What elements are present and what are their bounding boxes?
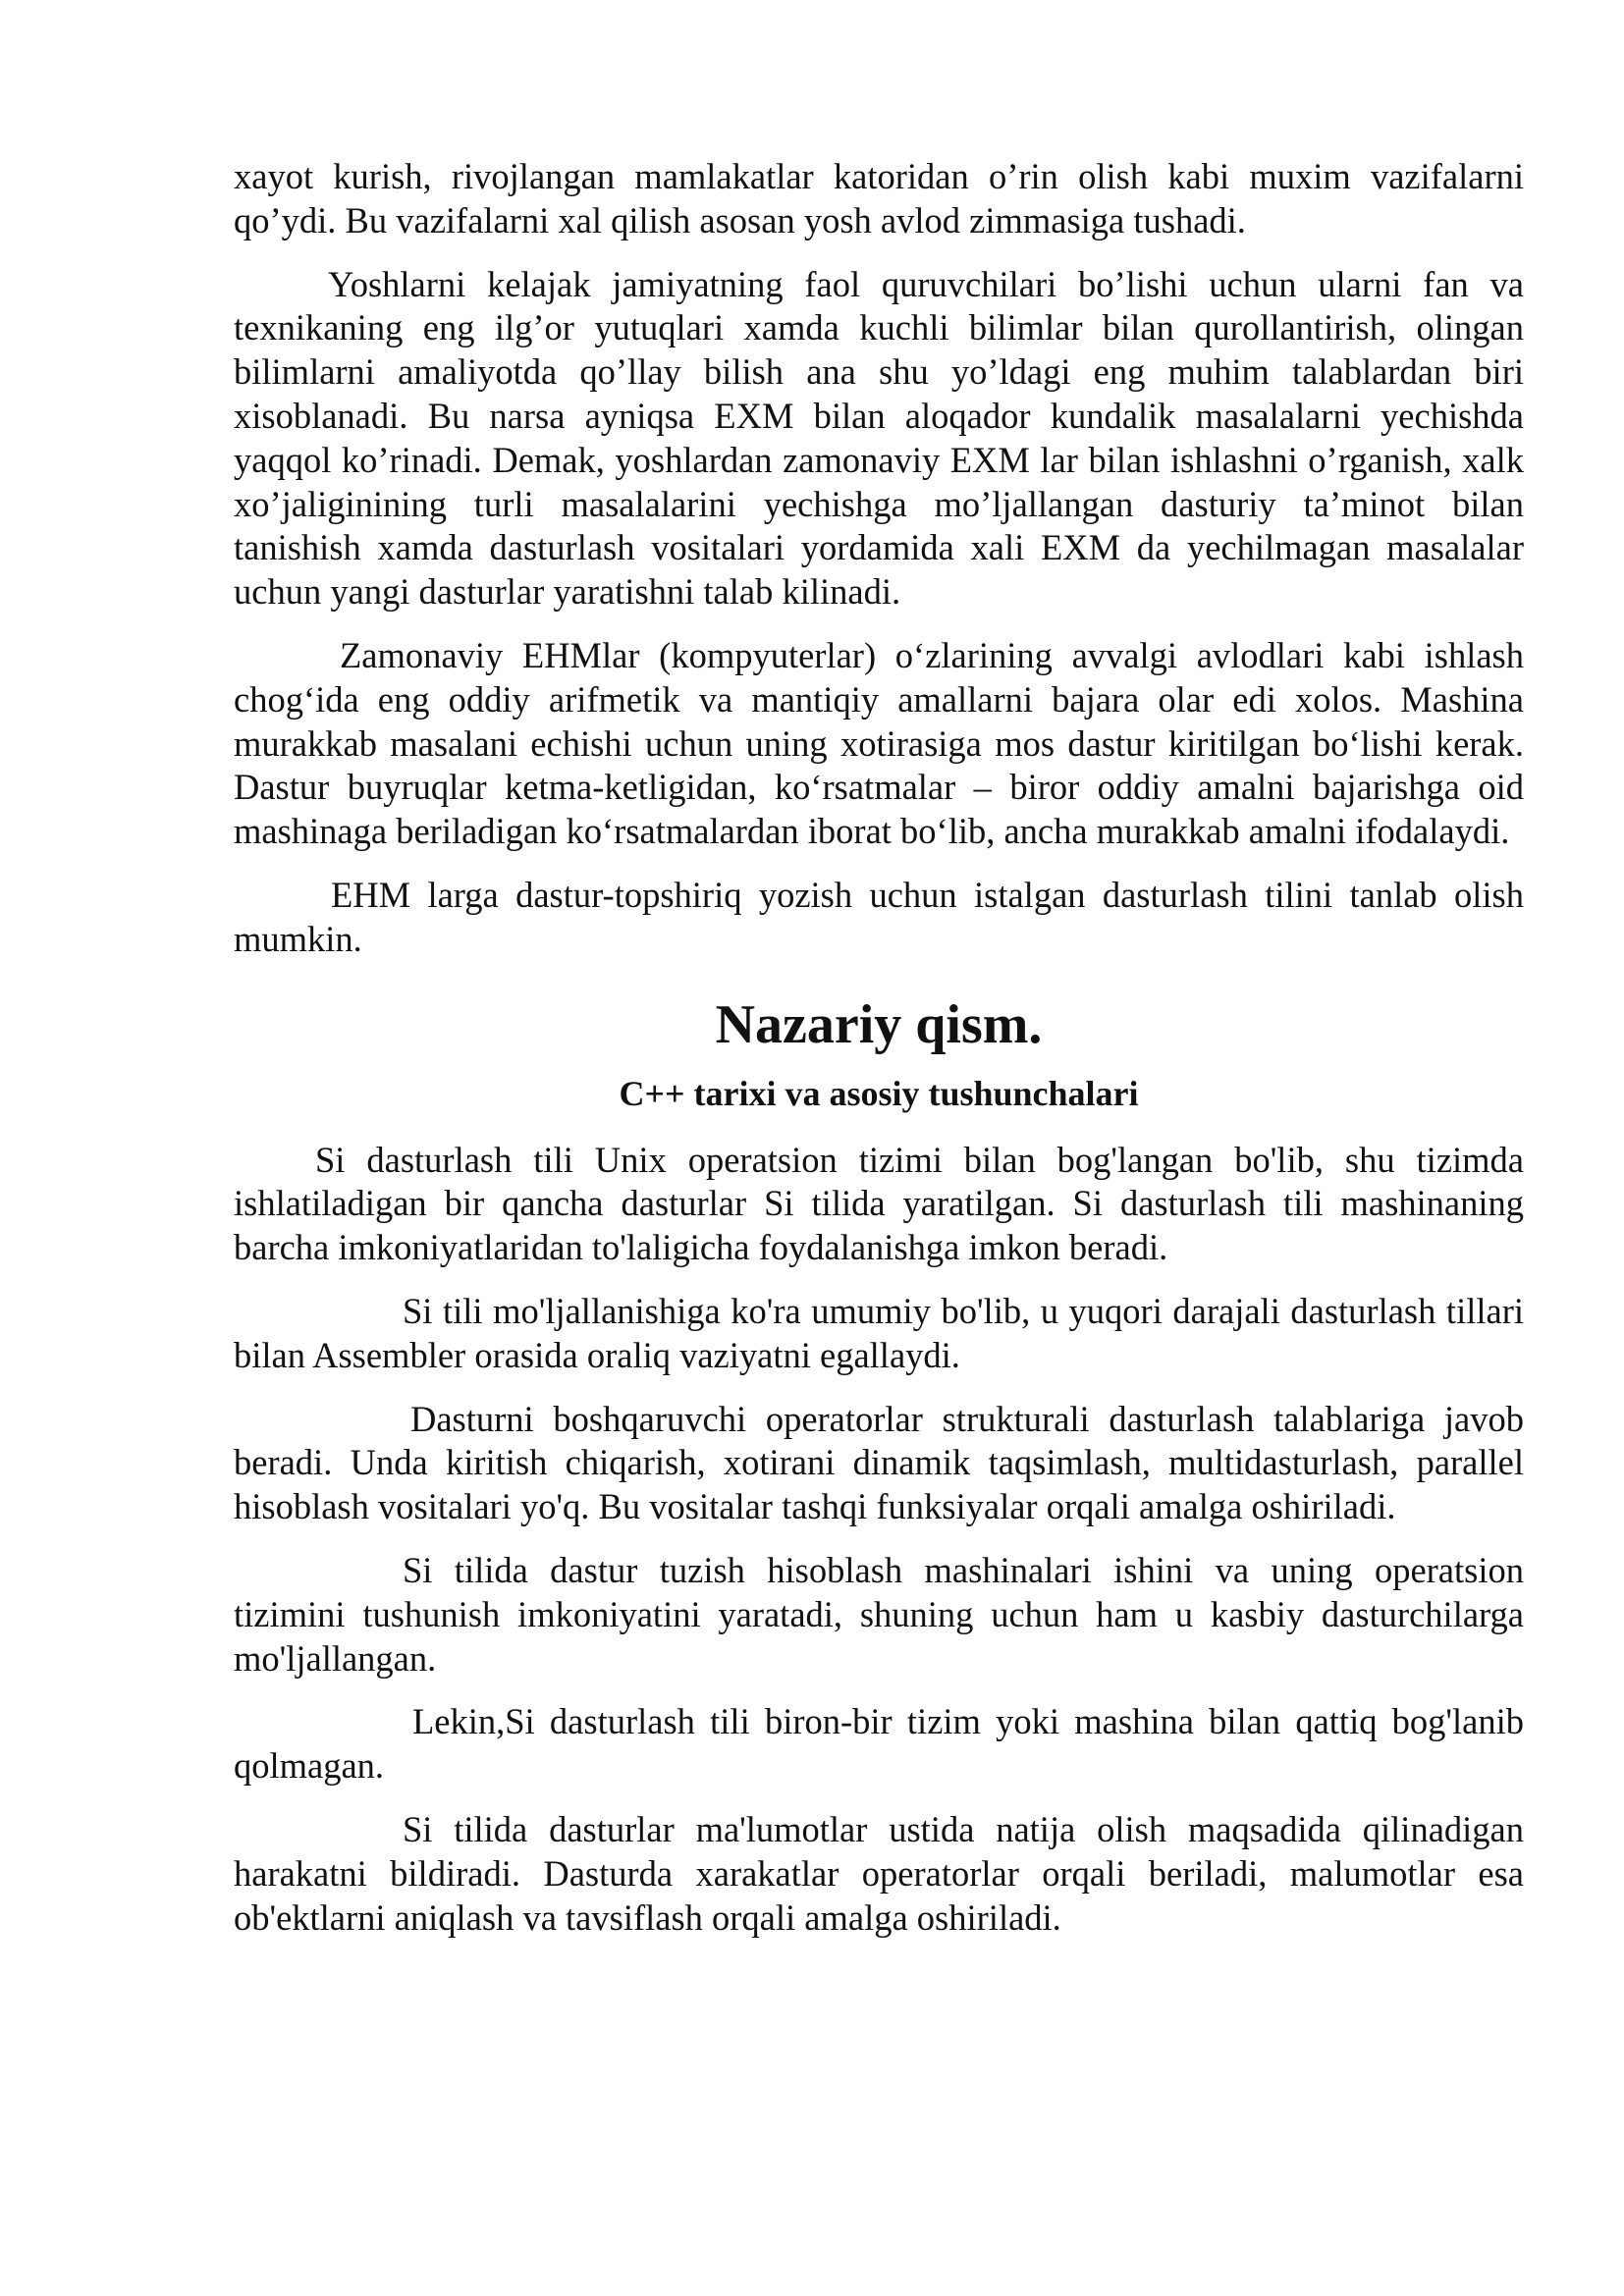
paragraph-intro-3: Zamonaviy EHMlar (kompyuterlar) o‘zlarining avvalgi avlodlari kabi ishlash chog‘ida eng oddiy arifmetik va mantiqiy amallarni bajara olar edi xolos. Mashina murakkab masalani echishi uchun uning xotirasiga mos dastur kiritilgan bo‘lishi kerak. Dastur buyruqlar ketma-ketligidan, ko‘rsatmalar – biror oddiy amalni bajarishga oid mashinaga beriladigan ko‘rsatmalardan iborat bo‘lib, ancha murakkab amalni ifodalaydi.: [234, 634, 1524, 852]
paragraph-intro-4: EHM larga dastur-topshiriq yozish uchun istalgan dasturlash tilini tanlab olish mumkin.: [234, 874, 1524, 959]
section-title: Nazariy qism.: [715, 993, 1043, 1055]
paragraph-intro-1: xayot kurish, rivojlangan mamlakatlar katoridan o’rin olish kabi muxim vazifalarni qo’ydi. Bu vazifalarni xal qilish asosan yosh avlod zimmasiga tushadi.: [234, 156, 1524, 240]
document-page: [234, 155, 1524, 1959]
paragraph-section-6: Si tilida dasturlar ma'lumotlar ustida natija olish maqsadida qilinadigan harakatni bildiradi. Dasturda xarakatlar operatorlar orqali beriladi, malumotlar esa ob'ektlarni aniqlash va tavsiflash orqali amalga oshiriladi.: [234, 1808, 1524, 1938]
paragraph-section-3: Dasturni boshqaruvchi operatorlar strukturali dasturlash talablariga javob beradi. Unda kiritish chiqarish, xotirani dinamik taqsimlash, multidasturlash, parallel hisoblash vositalari yo'q. Bu vositalar tashqi funksiyalar orqali amalga oshiriladi.: [234, 1398, 1524, 1527]
paragraph-section-2: Si tili mo'ljallanishiga ko'ra umumiy bo'lib, u yuqori darajali dasturlash tillari bilan Assembler orasida oraliq vaziyatni egallaydi.: [234, 1290, 1524, 1375]
paragraph-intro-2: Yoshlarni kelajak jamiyatning faol quruvchilari bo’lishi uchun ularni fan va texnikaning eng ilg’or yutuqlari xamda kuchli bilimlar bilan qurollantirish, olingan bilimlarni amaliyotda qo’llay bilish ana shu yo’ldagi eng muhim talablardan biri xisoblanadi. Bu narsa ayniqsa EXM bilan aloqador kundalik masalalarni yechishda yaqqol ko’rinadi. Demak, yoshlardan zamonaviy EXM lar bilan ishlashni o’rganish, xalk xo’jaliginining turli masalalarini yechishga mo’ljallangan dasturiy ta’minot bilan tanishish xamda dasturlash vositalari yordamida xali EXM da yechilmagan masalalar uchun yangi dasturlar yaratishni talab kilinadi.: [234, 263, 1524, 613]
paragraph-section-1: Si dasturlash tili Unix operatsion tizimi bilan bog'langan bo'lib, shu tizimda ishlatiladigan bir qancha dasturlar Si tilida yaratilgan. Si dasturlash tili mashinaning barcha imkoniyatlaridan to'laligicha foydalanishga imkon beradi.: [234, 1139, 1524, 1268]
paragraph-section-5: Lekin,Si dasturlash tili biron-bir tizim yoki mashina bilan qattiq bog'lanib qolmagan.: [234, 1701, 1524, 1787]
paragraph-section-4: Si tilida dastur tuzish hisoblash mashinalari ishini va uning operatsion tizimini tushunish imkoniyatini yaratadi, shuning uchun ham u kasbiy dasturchilarga mo'ljallangan.: [234, 1549, 1524, 1679]
section-subtitle: C++ tarixi va asosiy tushunchalari: [619, 1073, 1139, 1113]
